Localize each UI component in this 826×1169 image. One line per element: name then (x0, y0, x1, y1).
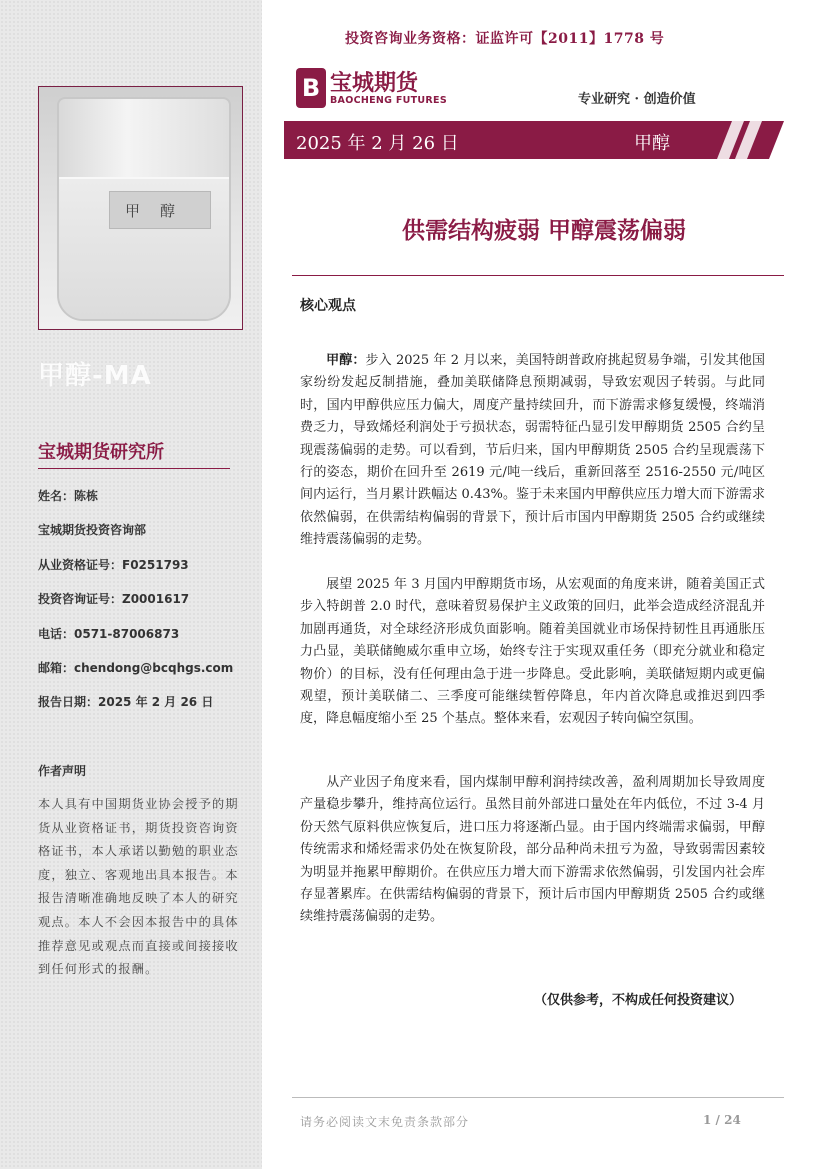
beaker-image (57, 97, 231, 321)
date-banner (284, 121, 784, 159)
footer-notice: 请务必阅读文末免责条款部分 (300, 1115, 470, 1129)
page-number: 1 / 24 (703, 1113, 741, 1127)
institute-divider (38, 468, 230, 469)
paragraph-3-body: 从产业因子角度来看，国内煤制甲醇利润持续改善，盈利周期加长导致周度产量稳步攀升，维持高位运行。虽然目前外部进口量处在年内低位，不过 3-4 月份天然气原料供应恢复后，进口压力将逐渐凸显。由于国内终端需求偏弱，甲醇传统需求和烯烃需求仍处在恢复阶段，部分品种尚未扭亏为盈，导致弱需因素较为明显并拖累甲醇期价。在供应压力增大而下游需求依然偏弱，引发国内社会库存显著累库。在供需结构偏弱的背景下，预计后市国内甲醇期货 2505 合约或继续维持震荡偏弱的走势。 (300, 775, 765, 925)
headline-divider (292, 275, 784, 276)
logo-english-name: BAOCHENG FUTURES (330, 95, 447, 106)
certification-line: 投资咨询业务资格：证监许可【2011】1778 号 (345, 31, 665, 47)
paragraph-1-body: 步入 2025 年 2 月以来，美国特朗普政府挑起贸易争端，引发其他国家纷纷发起反制措施，叠加美联储降息预期减弱，导致宏观因子转弱。与此同时，国内甲醇供应压力偏大，周度产量持续回升，而下游需求修复缓慢，终端消费乏力，导致烯烃利润处于亏损状态，弱需特征凸显引发甲醇期货 2505 合约呈现震荡偏弱的走势。可以看到，节后归来，国内甲醇期货 2505 合约呈现震荡下行的姿态，期价在回升至 2619 元/吨一线后，重新回落至 2516-2550 元/吨区间内运行，当月累计跌幅达 0.43%。鉴于未来国内甲醇供应压力增大而下游需求依然偏弱，在供需结构偏弱的背景下，预计后市国内甲醇期货 2505 合约或继续维持震荡偏弱的走势。 (300, 353, 765, 548)
sidebar (0, 0, 262, 1169)
institute-name: 宝城期货研究所 (38, 442, 164, 463)
author-email: 邮箱：chendong@bcqhgs.com (38, 661, 234, 675)
investment-disclaimer: （仅供参考，不构成任何投资建议） (534, 993, 743, 1008)
author-phone: 电话：0571-87006873 (38, 627, 180, 641)
company-logo (296, 68, 447, 112)
report-date: 报告日期：2025 年 2 月 26 日 (38, 695, 214, 709)
section-title: 核心观点 (300, 298, 356, 314)
declaration-text: 本人具有中国期货业协会授予的期货从业资格证书，期货投资咨询资格证书，本人承诺以勤勉的职业态度，独立、客观地出具本报告。本报告清晰准确地反映了本人的研究观点。本人不会因本报告中的具体推荐意见或观点而直接或间接接收到任何形式的报酬。 (38, 797, 239, 977)
paragraph-1-lead: 甲醇： (326, 353, 366, 368)
consulting-number: 投资咨询证号：Z0001617 (38, 592, 190, 606)
footer-divider (292, 1097, 784, 1098)
paragraph-2 (300, 574, 765, 731)
logo-chinese-name: 宝城期货 (330, 70, 419, 96)
paragraph-3 (300, 772, 765, 929)
report-headline: 供需结构疲弱 甲醇震荡偏弱 (401, 218, 686, 244)
declaration-title: 作者声明 (38, 764, 87, 778)
product-code: 甲醇-MA (38, 361, 152, 391)
qualification-number: 从业资格证号：F0251793 (38, 558, 189, 572)
author-department: 宝城期货投资咨询部 (38, 523, 147, 537)
logo-mark-icon: B (296, 68, 326, 108)
methanol-beaker-photo (38, 86, 243, 330)
banner-date: 2025 年 2 月 26 日 (296, 133, 459, 154)
slogan: 专业研究 · 创造价值 (578, 92, 696, 107)
paragraph-1 (300, 350, 765, 552)
paragraph-2-body: 展望 2025 年 3 月国内甲醇期货市场，从宏观面的角度来讲，随着美国正式步入特朗普 2.0 时代，意味着贸易保护主义政策的回归，此举会造成经济混乱并加剧再通货，对全球经济形成负面影响。随着美国就业市场保持韧性且再通胀压力凸显，美联储鲍威尔重申立场，始终专注于实现双重任务（即充分就业和稳定物价）的目标，没有任何理由急于进一步降息。受此影响，美联储短期内或更偏观望，预计美联储二、三季度可能继续暂停降息，年内首次降息或推迟到四季度，降息幅度缩小至 25 个基点。整体来看，宏观因子转向偏空氛围。 (300, 577, 765, 727)
beaker-label: 甲醇 (109, 191, 211, 229)
banner-category: 甲醇 (634, 133, 670, 154)
author-name: 姓名：陈栋 (38, 489, 99, 503)
